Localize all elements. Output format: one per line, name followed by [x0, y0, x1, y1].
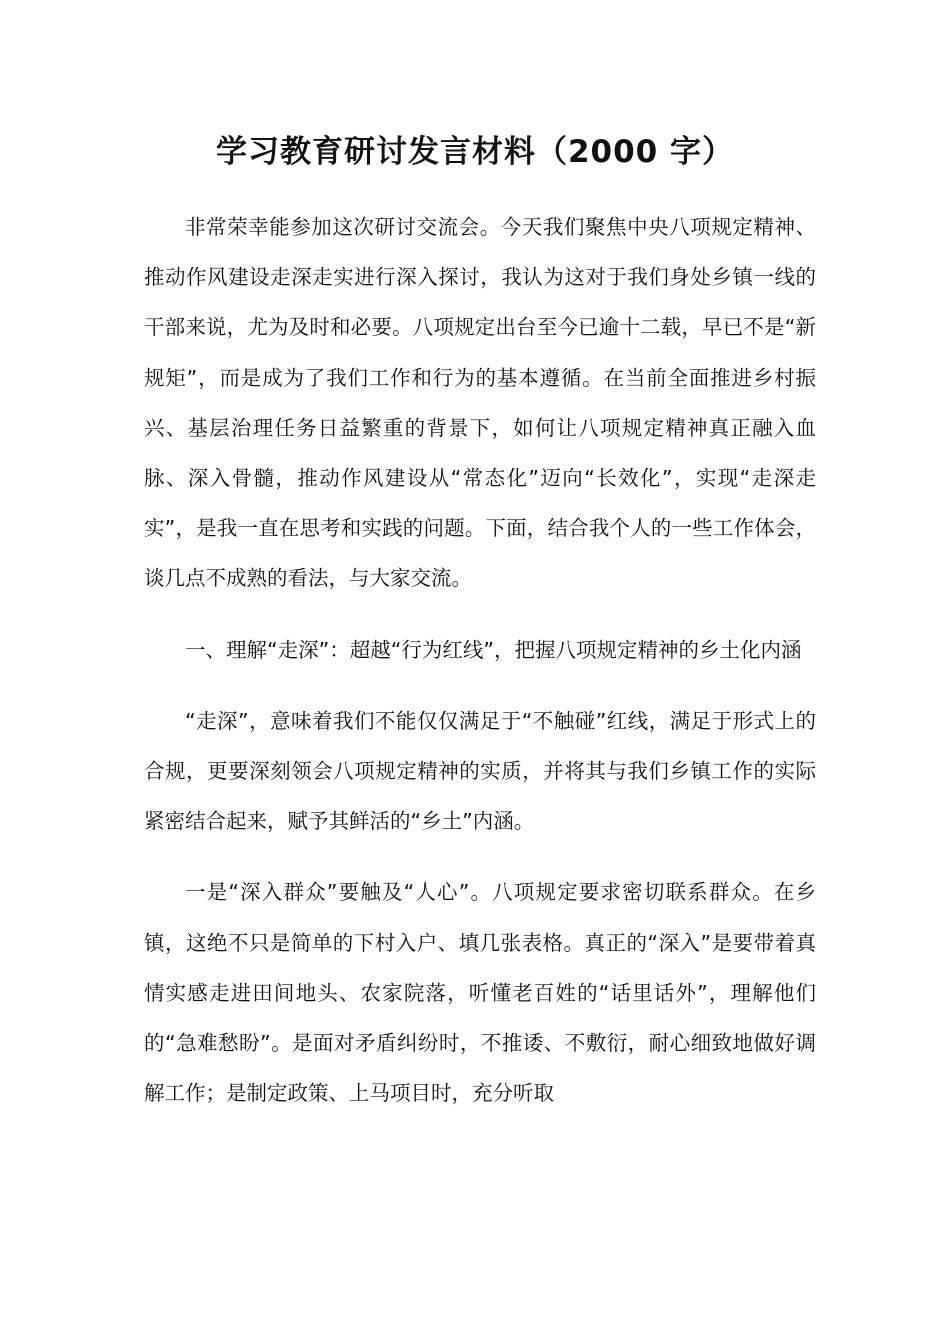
paragraph-point-1: 一是“深入群众”要触及“人心”。八项规定要求密切联系群众。在乡镇，这绝不只是简单的下村入户、填几张表格。真正的“深入”是要带着真情实感走进田间地头、农家院落，听懂老百姓的“话里话外”，理解他们的“急难愁盼”。是面对矛盾纠纷时，不推诿、不敷衍，耐心细致地做好调解工作；是制定政策、上马项目时，充分听取 — [144, 880, 816, 1106]
paragraph-intro: 非常荣幸能参加这次研讨交流会。今天我们聚焦中央八项规定精神、推动作风建设走深走实进行深入探讨，我认为这对于我们身处乡镇一线的干部来说，尤为及时和必要。八项规定出台至今已逾十二载，早已不是“新规矩”，而是成为了我们工作和行为的基本遵循。在当前全面推进乡村振兴、基层治理任务日益繁重的背景下，如何让八项规定精神真正融入血脉、深入骨髓，推动作风建设从“常态化”迈向“长效化”，实现“走深走实”，是我一直在思考和实践的问题。下面，结合我个人的一些工作体会，谈几点不成熟的看法，与大家交流。 — [144, 215, 816, 591]
paragraph-zoushen: “走深”，意味着我们不能仅仅满足于“不触碰”红线，满足于形式上的合规，更要深刻领会八项规定精神的实质，并将其与我们乡镇工作的实际紧密结合起来，赋予其鲜活的“乡土”内涵。 — [144, 708, 816, 834]
section-heading-1: 一、理解“走深”：超越“行为红线”，把握八项规定精神的乡土化内涵 — [185, 637, 802, 662]
document-title: 学习教育研讨发言材料（2000 字） — [215, 134, 735, 170]
document-body — [144, 202, 816, 1118]
